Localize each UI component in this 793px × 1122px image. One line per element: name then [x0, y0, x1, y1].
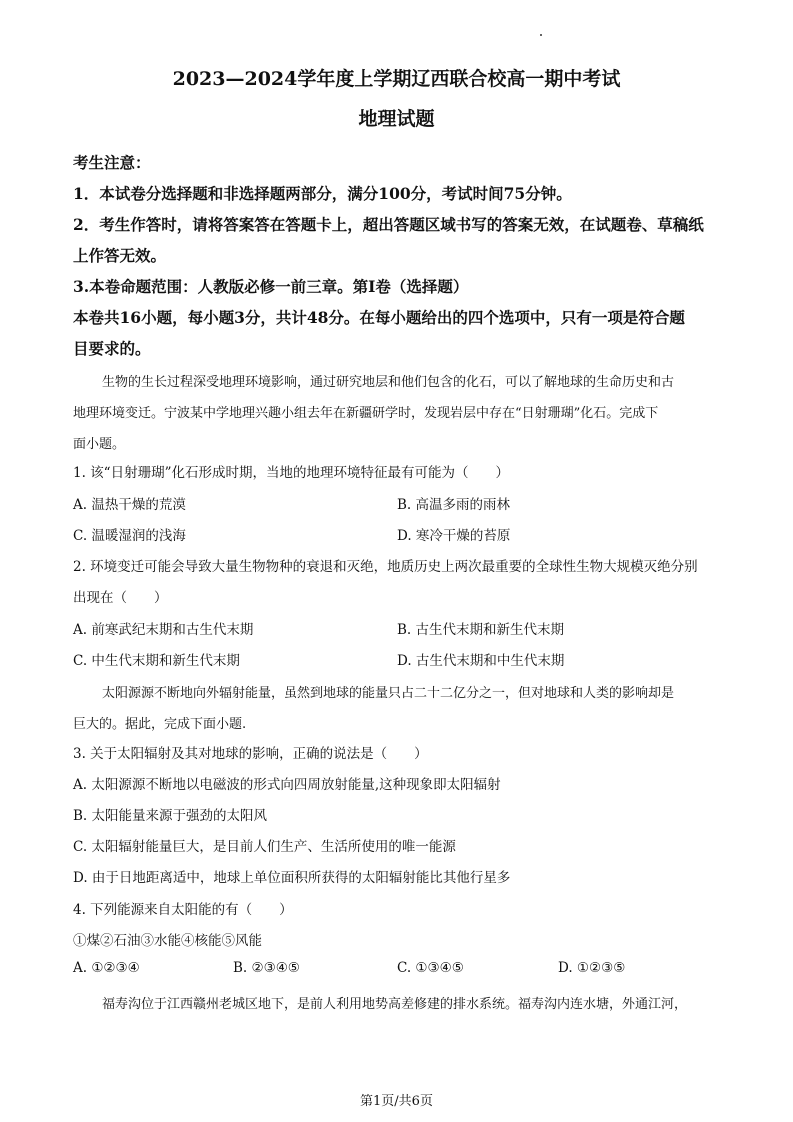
subject-title: 地理试题 [358, 108, 435, 130]
q3-stem: 3. 关于太阳辐射及其对地球的影响，正确的说法是（ ） [73, 746, 428, 762]
q3-option-d: D. 由于日地距离适中，地球上单位面积所获得的太阳辐射能比其他行星多 [73, 870, 511, 886]
passage1-line2: 地理环境变迁。宁波某中学地理兴趣小组去年在新疆研学时，发现岩层中存在“日射珊瑚”化石。完成下 [73, 406, 659, 421]
q1-option-a: A. 温热干燥的荒漠 [73, 497, 186, 513]
q2-option-c: C. 中生代末期和新生代末期 [73, 653, 240, 669]
q4-energy-list: ①煤②石油③水能④核能⑤风能 [73, 933, 262, 949]
q4-option-c: C. ①③④⑤ [397, 960, 464, 976]
note-2-cont: 上作答无效。 [73, 246, 167, 265]
passage2-line2: 巨大的。据此，完成下面小题. [73, 717, 247, 732]
note-1: 1．本试卷分选择题和非选择题两部分，满分100分，考试时间75分钟。 [73, 184, 572, 203]
passage1-line1: 生物的生长过程深受地理环境影响，通过研究地层和他们包含的化石，可以了解地球的生命历史和古 [102, 375, 675, 390]
q3-option-b: B. 太阳能量来源于强劲的太阳风 [73, 808, 268, 824]
q2-stem-line2: 出现在（ ） [73, 590, 168, 606]
q2-option-b: B. 古生代末期和新生代末期 [397, 622, 565, 638]
page-number: 第1页/共6页 [360, 1094, 433, 1109]
section-desc-2: 目要求的。 [73, 339, 151, 358]
q1-option-b: B. 高温多雨的雨林 [397, 497, 511, 513]
q4-option-b: B. ②③④⑤ [233, 960, 300, 976]
passage2-line1: 太阳源源不断地向外辐射能量，虽然到地球的能量只占二十二亿分之一，但对地球和人类的影响却是 [102, 686, 675, 701]
passage3-line1: 福寿沟位于江西赣州老城区地下，是前人利用地势高差修建的排水系统。福寿沟内连水塘，外通江河， [102, 997, 688, 1012]
passage1-line3: 面小题。 [73, 437, 126, 452]
q4-stem: 4. 下列能源来自太阳能的有（ ） [73, 902, 293, 918]
q1-stem: 1. 该“日射珊瑚”化石形成时期，当地的地理环境特征最有可能为（ ） [73, 465, 509, 481]
q4-option-d: D. ①②③⑤ [558, 960, 626, 976]
q3-option-c: C. 太阳辐射能量巨大，是目前人们生产、生活所使用的唯一能源 [73, 839, 456, 855]
stray-dot [540, 34, 542, 36]
q4-option-a: A. ①②③④ [73, 960, 140, 976]
q2-option-a: A. 前寒武纪末期和古生代末期 [73, 622, 254, 638]
note-3: 3.本卷命题范围：人教版必修一前三章。第Ⅰ卷（选择题） [73, 277, 469, 296]
q3-option-a: A. 太阳源源不断地以电磁波的形式向四周放射能量,这种现象即太阳辐射 [73, 777, 501, 793]
q1-option-d: D. 寒冷干燥的苔原 [397, 528, 511, 544]
q2-stem-line1: 2. 环境变迁可能会导致大量生物物种的衰退和灭绝，地质历史上两次最重要的全球性生物大规模灭绝分别 [73, 559, 698, 575]
q1-option-c: C. 温暖湿润的浅海 [73, 528, 186, 544]
q2-option-d: D. 古生代末期和中生代末期 [397, 653, 565, 669]
section-desc-1: 本卷共16小题，每小题3分，共计48分。在每小题给出的四个选项中，只有一项是符合题 [73, 308, 685, 327]
note-2: 2．考生作答时，请将答案答在答题卡上，超出答题区域书写的答案无效，在试题卷、草稿纸 [73, 215, 704, 234]
notes-heading: 考生注意： [73, 153, 151, 172]
exam-title: 2023—2024学年度上学期辽西联合校高一期中考试 [172, 68, 621, 90]
